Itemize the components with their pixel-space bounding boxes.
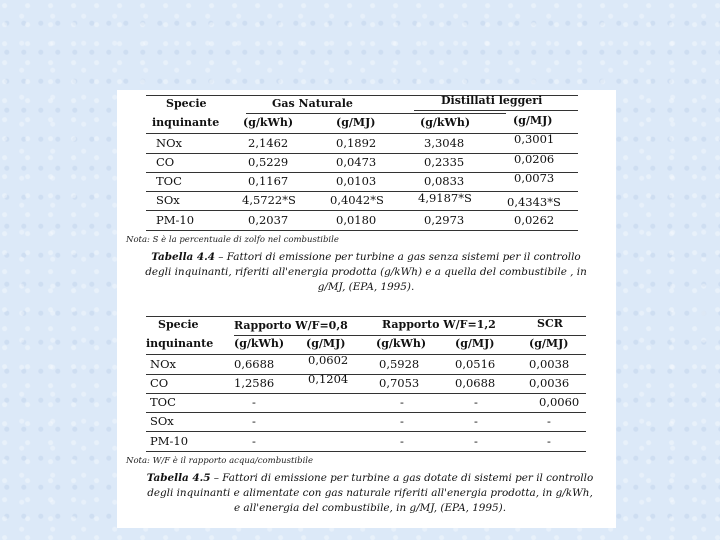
table-note: Nota: S è la percentuale di zolfo nel combustibile <box>126 235 339 245</box>
value-cell: 0,1167 <box>248 174 289 189</box>
table-row <box>146 131 578 153</box>
value-cell: 0,2973 <box>424 212 465 227</box>
caption-text: degli inquinanti e alimentate con gas naturale riferiti all'energia prodotta, in g/kWh, <box>147 487 593 499</box>
value-cell: 0,0060 <box>539 395 580 410</box>
table-row <box>146 432 578 451</box>
table-header-row <box>146 95 578 114</box>
value-cell: 0,7053 <box>379 375 420 390</box>
value-cell: - <box>547 433 551 448</box>
header-unit: (g/MJ) <box>455 337 495 351</box>
value-cell: 0,0516 <box>455 356 496 371</box>
value-cell: 0,2037 <box>248 212 289 227</box>
value-cell: 0,2335 <box>424 154 465 169</box>
table-row <box>146 211 578 230</box>
scanned-page <box>117 90 616 528</box>
table-row <box>146 412 578 431</box>
caption-text: – Fattori di emissione per turbine a gas senza sistemi per il controllo <box>214 251 581 263</box>
pollutant-name: PM-10 <box>150 433 189 448</box>
value-cell: 1,2586 <box>234 375 275 390</box>
table-row <box>146 352 578 374</box>
value-cell: - <box>252 395 256 410</box>
value-cell: - <box>252 433 256 448</box>
value-cell: 0,0206 <box>514 151 555 166</box>
value-cell: 0,0833 <box>424 174 465 189</box>
caption-text: g/MJ, (EPA, 1995). <box>317 281 415 293</box>
header-natural-gas: Gas Naturale <box>272 97 353 110</box>
value-cell: - <box>474 414 478 429</box>
header-species: Specie <box>166 97 207 110</box>
pollutant-name: NOx <box>156 135 182 150</box>
value-cell: 4,9187*S <box>418 191 472 206</box>
table-caption <box>131 471 609 516</box>
value-cell: - <box>547 414 551 429</box>
table-rule <box>414 110 578 111</box>
header-unit: (g/MJ) <box>513 114 553 128</box>
pollutant-name: TOC <box>156 174 182 189</box>
value-cell: 0,0180 <box>336 212 377 227</box>
table-row <box>146 172 578 191</box>
table-header-row <box>146 316 578 335</box>
caption-text: e all'energia del combustibile, in g/MJ, (EPA, 1995). <box>233 502 507 514</box>
caption-text: degli inquinanti, riferiti all'energia prodotta (g/kWh) e a quella del combustibile , in <box>145 266 587 278</box>
value-cell: 3,3048 <box>424 135 465 150</box>
table-row <box>146 393 578 412</box>
table-row <box>146 371 578 393</box>
value-cell: 0,0038 <box>529 356 570 371</box>
pollutant-name: SOx <box>150 414 174 429</box>
value-cell: 0,0073 <box>514 171 555 186</box>
pollutant-name: TOC <box>150 395 176 410</box>
pollutant-name: CO <box>156 154 175 169</box>
value-cell: - <box>474 433 478 448</box>
header-ratio-0-8: Rapporto W/F=0,8 <box>234 319 348 332</box>
header-unit: (g/MJ) <box>306 337 346 351</box>
value-cell: 2,1462 <box>248 135 289 150</box>
header-unit: (g/MJ) <box>336 116 376 130</box>
value-cell: - <box>400 414 404 429</box>
header-pollutant: inquinante <box>146 337 214 351</box>
value-cell: 0,0473 <box>336 154 377 169</box>
value-cell: - <box>474 395 478 410</box>
table-row <box>146 153 578 172</box>
value-cell: 0,5229 <box>248 154 289 169</box>
value-cell: - <box>252 414 256 429</box>
value-cell: 0,5928 <box>379 356 420 371</box>
value-cell: 0,0262 <box>514 212 555 227</box>
header-unit: (g/kWh) <box>234 337 285 351</box>
header-unit: (g/kWh) <box>243 116 294 130</box>
table-note: Nota: W/F è il rapporto acqua/combustibile <box>126 456 314 466</box>
value-cell: - <box>400 433 404 448</box>
value-cell: 4,5722*S <box>242 193 296 208</box>
header-pollutant: inquinante <box>152 116 220 130</box>
value-cell: 0,1204 <box>308 371 349 386</box>
caption-label: Tabella 4.4 <box>151 251 215 263</box>
header-species: Specie <box>158 318 199 331</box>
caption-label: Tabella 4.5 <box>146 472 211 484</box>
table-rule <box>146 230 578 231</box>
header-light-distillates: Distillati leggeri <box>441 94 543 107</box>
value-cell: 0,0602 <box>308 352 349 367</box>
emission-table-4-5 <box>146 316 578 451</box>
header-ratio-1-2: Rapporto W/F=1,2 <box>382 318 496 331</box>
pollutant-name: PM-10 <box>156 212 195 227</box>
table-row <box>146 191 578 210</box>
value-cell: - <box>400 395 404 410</box>
header-unit: (g/MJ) <box>529 337 569 351</box>
value-cell: 0,0688 <box>455 375 496 390</box>
caption-text: – Fattori di emissione per turbine a gas dotate di sistemi per il controllo <box>210 472 594 484</box>
header-unit: (g/kWh) <box>376 337 427 351</box>
table-caption <box>131 250 601 295</box>
value-cell: 0,0036 <box>529 375 570 390</box>
emission-table-4-4 <box>146 95 578 230</box>
pollutant-name: SOx <box>156 193 180 208</box>
value-cell: 0,6688 <box>234 356 275 371</box>
table-rule <box>146 451 586 452</box>
table-header-row <box>146 335 578 354</box>
value-cell: 0,3001 <box>514 131 555 146</box>
header-unit: (g/kWh) <box>420 116 471 130</box>
value-cell: 0,0103 <box>336 174 377 189</box>
value-cell: 0,4343*S <box>507 195 561 210</box>
pollutant-name: NOx <box>150 356 176 371</box>
value-cell: 0,1892 <box>336 135 377 150</box>
pollutant-name: CO <box>150 375 169 390</box>
value-cell: 0,4042*S <box>330 193 384 208</box>
header-scr: SCR <box>537 317 563 330</box>
